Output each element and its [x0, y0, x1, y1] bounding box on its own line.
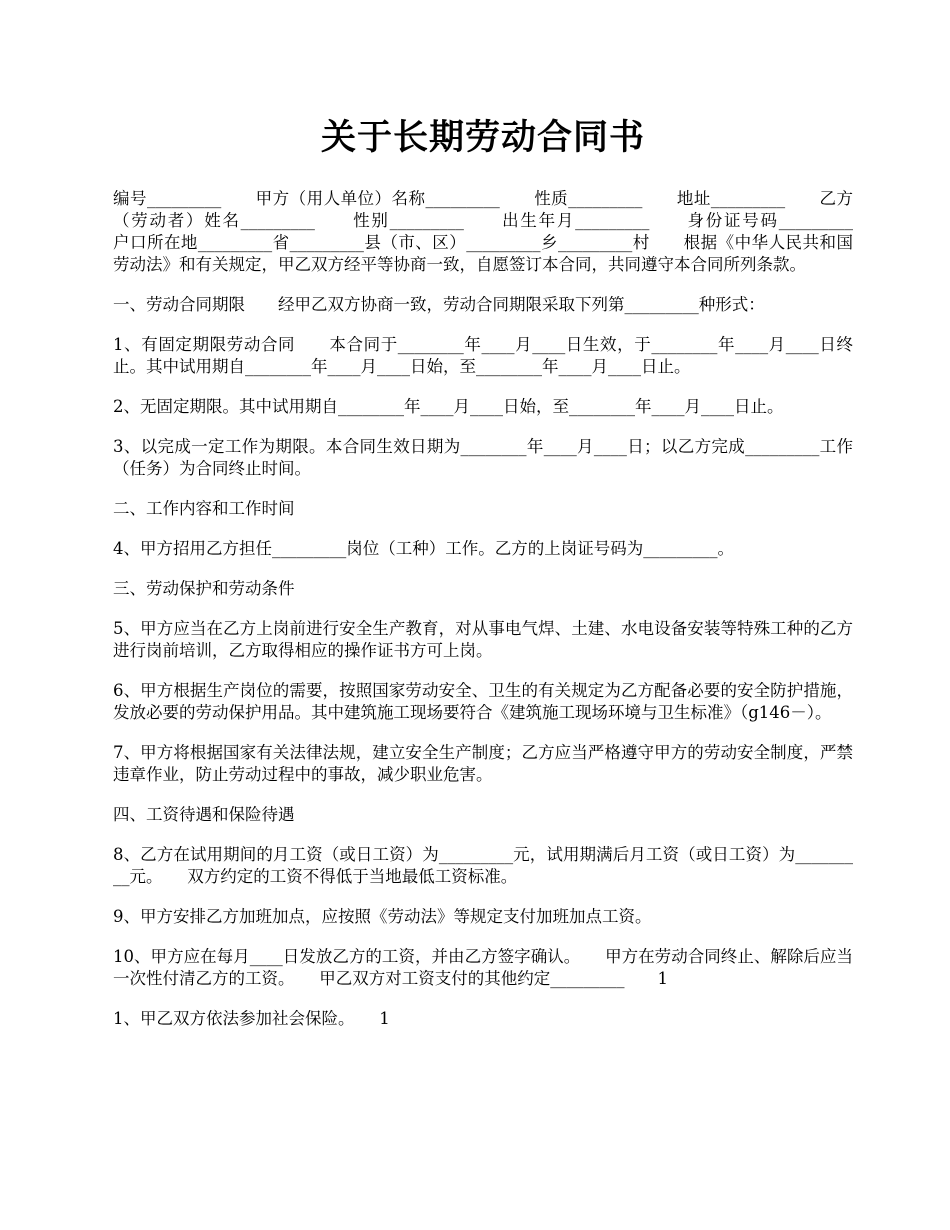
section-2-heading: 二、工作内容和工作时间	[113, 499, 295, 518]
clause-5: 5、甲方应当在乙方上岗前进行安全生产教育，对从事电气焊、土建、水电设备安装等特殊工种的乙方进行岗前培训，乙方取得相应的操作证书方可上岗。	[113, 619, 853, 660]
section-3-heading: 三、劳动保护和劳动条件	[113, 579, 295, 598]
clause-7: 7、甲方将根据国家有关法律法规，建立安全生产制度；乙方应当严格遵守甲方的劳动安全制度，严禁违章作业，防止劳动过程中的事故，减少职业危害。	[113, 743, 853, 784]
section-1-heading: 一、劳动合同期限 经甲乙双方协商一致，劳动合同期限采取下列第_________种形式：	[113, 295, 765, 314]
clause-6: 6、甲方根据生产岗位的需要，按照国家劳动安全、卫生的有关规定为乙方配备必要的安全防护措施，发放必要的劳动保护用品。其中建筑施工现场要符合《建筑施工现场环境与卫生标准》（g146－）。	[113, 681, 853, 722]
clause-4: 4、甲方招用乙方担任_________岗位（工种）工作。乙方的上岗证号码为_________。	[113, 539, 734, 558]
clause-10: 10、甲方应在每月____日发放乙方的工资，并由乙方签字确认。 甲方在劳动合同终止、解除后应当一次性付清乙方的工资。 甲乙双方对工资支付的其他约定_________ 1	[113, 947, 853, 988]
section-4-heading: 四、工资待遇和保险待遇	[113, 805, 295, 824]
document-page	[113, 110, 886, 1048]
clause-9: 9、甲方安排乙方加班加点，应按照《劳动法》等规定支付加班加点工资。	[113, 907, 652, 926]
clause-11: 1、甲乙双方依法参加社会保险。 1	[113, 1009, 390, 1028]
document-title: 关于长期劳动合同书	[320, 117, 645, 158]
clause-2: 2、无固定期限。其中试用期自________年____月____日始，至________年____月____日止。	[113, 397, 784, 416]
clause-3: 3、以完成一定工作为期限。本合同生效日期为________年____月____日；以乙方完成_________工作（任务）为合同终止时间。	[113, 437, 853, 478]
intro-paragraph: 编号_________ 甲方（用人单位）名称_________ 性质_________ 地址_________ 乙方（劳动者）姓名_________ 性别_________ 出生年月_________ 身份证号码_________ 户口所在地_________省_________县（市、区）_________乡_________村 根据《中华人民共和国劳动法》和有关规定，甲乙双方经平等协商一致，自愿签订本合同，共同遵守本合同所列条款。	[113, 189, 886, 274]
clause-8: 8、乙方在试用期间的月工资（或日工资）为_________元，试用期满后月工资（或日工资）为_________元。 双方约定的工资不得低于当地最低工资标准。	[113, 845, 853, 886]
clause-1: 1、有固定期限劳动合同 本合同于________年____月____日生效，于________年____月____日终止。其中试用期自________年____月____日始，至________年____月____日止。	[113, 335, 853, 376]
